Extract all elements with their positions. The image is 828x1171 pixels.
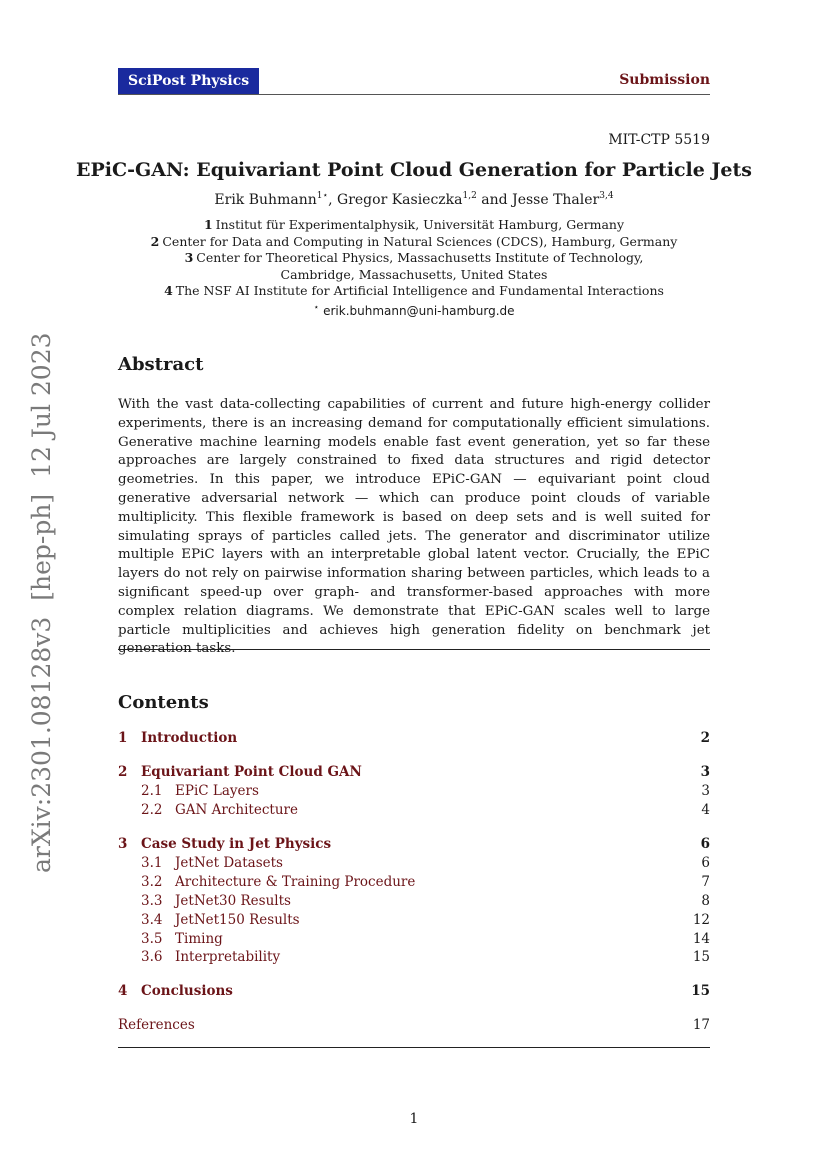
author-separator: and — [476, 192, 513, 208]
affiliation-text: Center for Theoretical Physics, Massachusetts Institute of Technology, — [196, 250, 644, 266]
toc-label-link[interactable]: GAN Architecture — [175, 802, 298, 818]
toc-entry[interactable] — [118, 983, 710, 1001]
section-rule — [118, 649, 710, 650]
affiliations — [0, 217, 828, 320]
arxiv-stamp: arXiv:2301.08128v3 [hep-ph] 12 Jul 2023 — [27, 332, 56, 873]
affiliation-text: Center for Data and Computing in Natural Sciences (CDCS), Hamburg, Germany — [162, 233, 678, 249]
toc-section-number: 3.5 — [141, 931, 163, 947]
toc-label-link[interactable]: JetNet30 Results — [175, 893, 291, 909]
journal-badge: SciPost Physics — [118, 68, 259, 94]
email-mark: ⋆ — [313, 302, 320, 313]
toc-section-number: 3.4 — [141, 912, 163, 928]
toc-entry[interactable] — [118, 874, 710, 892]
toc-page-number: 12 — [692, 912, 710, 928]
toc-page-number: 3 — [701, 783, 710, 799]
author-name: Gregor Kasieczka — [337, 192, 463, 208]
toc-entry[interactable] — [118, 764, 710, 782]
submission-label: Submission — [619, 72, 710, 88]
author-affil-mark: 3,4 — [599, 191, 614, 201]
paper-title: EPiC-GAN: Equivariant Point Cloud Generation for Particle Jets — [75, 159, 752, 181]
toc-label-link[interactable]: Architecture & Training Procedure — [175, 874, 416, 890]
toc-label-link[interactable]: JetNet Datasets — [175, 855, 283, 871]
author-separator: , — [328, 192, 338, 208]
toc-section-number: 4 — [118, 983, 128, 999]
toc-section-number: 2.1 — [141, 783, 163, 799]
toc-section-number: 3.6 — [141, 949, 163, 965]
affiliation-line — [0, 234, 828, 251]
toc-label-link[interactable]: EPiC Layers — [175, 783, 259, 799]
toc-label-link[interactable]: Timing — [175, 931, 223, 947]
toc-section-number: 1 — [118, 730, 128, 746]
affiliation-line — [0, 217, 828, 234]
author-list — [0, 191, 828, 208]
affiliation-number: 3 — [184, 250, 194, 266]
affiliation-line — [0, 250, 828, 267]
toc-page-number: 6 — [700, 836, 710, 852]
author-affil-mark: 1,2 — [462, 191, 477, 201]
toc-label-link[interactable]: References — [118, 1017, 195, 1033]
affiliation-text: Institut für Experimentalphysik, Universität Hamburg, Germany — [215, 217, 625, 232]
toc-page-number: 17 — [692, 1017, 710, 1033]
toc-page-number: 6 — [701, 855, 710, 871]
toc-page-number: 15 — [691, 983, 710, 999]
toc-section-number: 3.3 — [141, 893, 163, 909]
toc-entry[interactable] — [118, 855, 710, 873]
toc-label-link[interactable]: Case Study in Jet Physics — [141, 836, 332, 852]
toc-section-number: 2.2 — [141, 802, 163, 818]
toc-page-number: 15 — [692, 949, 710, 965]
affiliation-number: 2 — [150, 233, 160, 249]
toc-entry[interactable] — [118, 1017, 710, 1035]
affiliation-text: The NSF AI Institute for Artificial Intelligence and Fundamental Interactions — [175, 283, 664, 299]
toc-page-number: 7 — [701, 874, 710, 890]
author-name: Erik Buhmann — [214, 192, 317, 208]
contents-heading: Contents — [118, 692, 209, 713]
toc-label-link[interactable]: Introduction — [141, 730, 238, 746]
toc-page-number: 2 — [700, 730, 710, 746]
toc-entry[interactable] — [118, 893, 710, 911]
toc-label-link[interactable]: Conclusions — [141, 983, 233, 999]
toc-page-number: 8 — [701, 893, 710, 909]
author-affil-mark: 1⋆ — [316, 191, 329, 201]
toc-label-link[interactable]: JetNet150 Results — [175, 912, 300, 928]
toc-entry[interactable] — [118, 783, 710, 801]
affiliation-line — [0, 267, 828, 284]
toc-entry[interactable] — [118, 949, 710, 967]
preprint-number: MIT-CTP 5519 — [608, 132, 710, 148]
abstract-heading: Abstract — [118, 354, 204, 375]
toc-entry[interactable] — [118, 730, 710, 748]
toc-page-number: 14 — [692, 931, 710, 947]
contact-email-line — [0, 300, 828, 320]
author-name: Jesse Thaler — [512, 192, 600, 208]
toc-entry[interactable] — [118, 802, 710, 820]
page-number: 1 — [409, 1111, 419, 1127]
toc-section-number: 3.1 — [141, 855, 163, 871]
toc-page-number: 4 — [701, 802, 710, 818]
toc-entry[interactable] — [118, 931, 710, 949]
toc-entry[interactable] — [118, 912, 710, 930]
toc-section-number: 2 — [118, 764, 128, 780]
toc-section-number: 3.2 — [141, 874, 163, 890]
toc-page-number: 3 — [700, 764, 710, 780]
abstract-text: With the vast data-collecting capabilities of current and future high-energy collider experiments, there is an increasing demand for computationally efficient simulations. Generative machine learning models enable fast event generation, yet so far these approaches are largely constrained to fixed data structures and rigid detector geometries. In this paper, we introduce EPiC-GAN — equivariant point cloud generative adversarial network — which can produce point clouds of variable multiplicity. This flexible framework is based on deep sets and is well suited for simulating sprays of particles called jets. The generator and discriminator utilize multiple EPiC layers with an interpretable global latent vector. Crucially, the EPiC layers do not rely on pairwise information sharing between particles, which leads to a significant speed-up over graph- and transformer-based approaches with more complex relation diagrams. We demonstrate that EPiC-GAN scales well to large particle multiplicities and achieves high generation fidelity on benchmark jet generation tasks. — [118, 397, 710, 657]
header-rule — [118, 94, 710, 95]
section-rule — [118, 1047, 710, 1048]
toc-label-link[interactable]: Interpretability — [175, 949, 281, 965]
toc-label-link[interactable]: Equivariant Point Cloud GAN — [141, 764, 362, 780]
affiliation-line — [0, 283, 828, 300]
toc-section-number: 3 — [118, 836, 128, 852]
contact-email[interactable]: erik.buhmann@uni-hamburg.de — [323, 304, 515, 319]
affiliation-number: 4 — [164, 283, 173, 299]
toc-entry[interactable] — [118, 836, 710, 854]
affiliation-text: Cambridge, Massachusetts, United States — [280, 266, 548, 282]
affiliation-number: 1 — [203, 217, 213, 232]
